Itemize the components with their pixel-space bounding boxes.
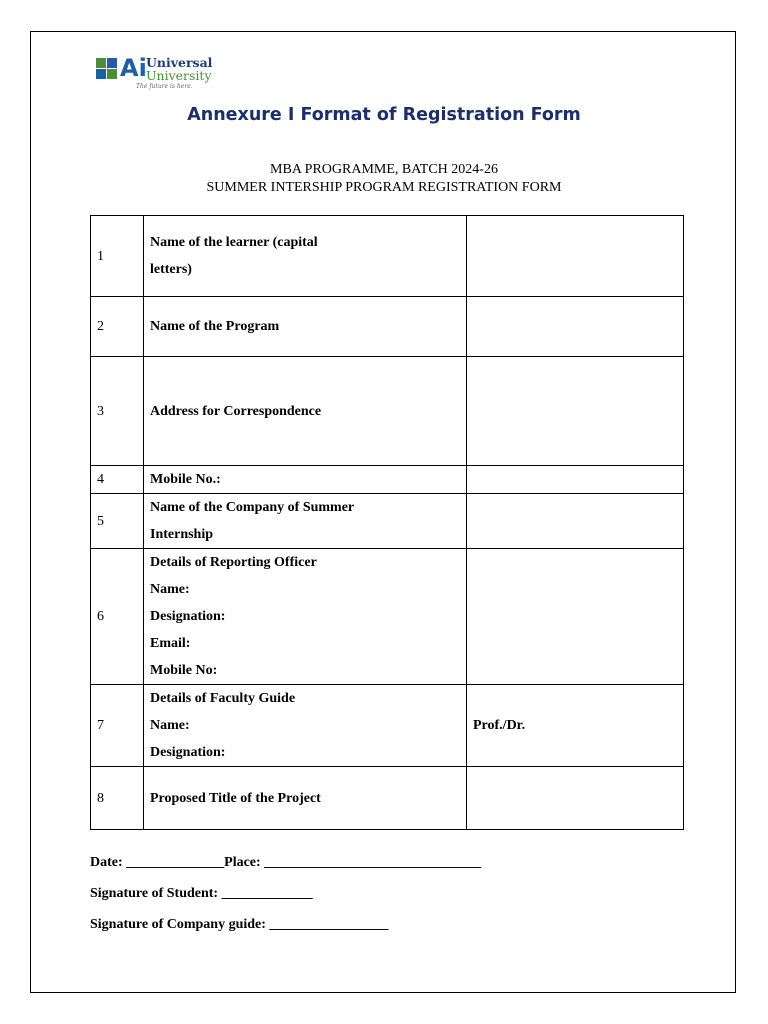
row-label-line: Designation: [150, 745, 226, 760]
row-label-line: Proposed Title of the Project [150, 790, 321, 806]
university-logo [96, 56, 236, 92]
page-title: Annexure I Format of Registration Form [187, 105, 581, 125]
row-label [144, 685, 467, 767]
subtitle-form-name: SUMMER INTERSHIP PROGRAM REGISTRATION FORM [206, 180, 562, 195]
row-label [144, 549, 467, 685]
row-label-line: Name: [150, 718, 190, 733]
row-value-field[interactable] [467, 767, 684, 830]
date-place-line: Date: ______________Place: _______________________________ [90, 855, 482, 870]
registration-table [90, 215, 684, 830]
row-number: 2 [91, 297, 144, 357]
row-value-field[interactable] [467, 357, 684, 466]
row-number: 7 [91, 685, 144, 767]
row-label-line: Email: [150, 636, 191, 651]
row-label-line: Name of the Company of Summer [150, 500, 355, 515]
row-label [144, 216, 467, 297]
row-value-field[interactable] [467, 466, 684, 494]
table-row [91, 357, 684, 466]
subtitle-programme: MBA PROGRAMME, BATCH 2024-26 [270, 162, 498, 177]
row-label-line: Mobile No: [150, 663, 218, 678]
row-number: 1 [91, 216, 144, 297]
row-label [144, 494, 467, 549]
row-label [144, 297, 467, 357]
row-value-field[interactable] [467, 494, 684, 549]
row-number: 3 [91, 357, 144, 466]
row-label-line: letters) [150, 262, 192, 277]
row-label-line: Internship [150, 527, 214, 542]
row-number: 4 [91, 466, 144, 494]
row-number: 5 [91, 494, 144, 549]
table-row [91, 685, 684, 767]
row-value-field[interactable] [467, 549, 684, 685]
row-label-line: Address for Correspondence [150, 403, 322, 419]
row-label [144, 466, 467, 494]
logo-grid-icon [96, 58, 118, 80]
row-label-line: Details of Faculty Guide [150, 691, 296, 706]
row-label-line: Details of Reporting Officer [150, 555, 317, 570]
logo-tagline: The future is here. [136, 83, 193, 90]
row-number: 6 [91, 549, 144, 685]
logo-ai-mark: Ai [120, 54, 147, 82]
table-row [91, 549, 684, 685]
table-row [91, 494, 684, 549]
company-guide-signature-line: Signature of Company guide: _________________ [90, 917, 389, 932]
row-value-field[interactable] [467, 297, 684, 357]
row-value-field[interactable] [467, 216, 684, 297]
row-label-line: Mobile No.: [150, 472, 221, 487]
row-value-field[interactable]: Prof./Dr. [467, 685, 684, 767]
row-label [144, 767, 467, 830]
row-label-line: Designation: [150, 609, 226, 624]
student-signature-line: Signature of Student: _____________ [90, 886, 313, 901]
table-row [91, 216, 684, 297]
row-label-line: Name: [150, 582, 190, 597]
logo-line-1: Universal [146, 55, 213, 70]
table-row [91, 466, 684, 494]
logo-wordmark [146, 56, 212, 82]
logo-line-2: University [146, 68, 212, 83]
table-row [91, 767, 684, 830]
row-label-line: Name of the learner (capital [150, 235, 318, 250]
row-label-line: Name of the Program [150, 319, 280, 334]
row-number: 8 [91, 767, 144, 830]
table-row [91, 297, 684, 357]
row-label [144, 357, 467, 466]
